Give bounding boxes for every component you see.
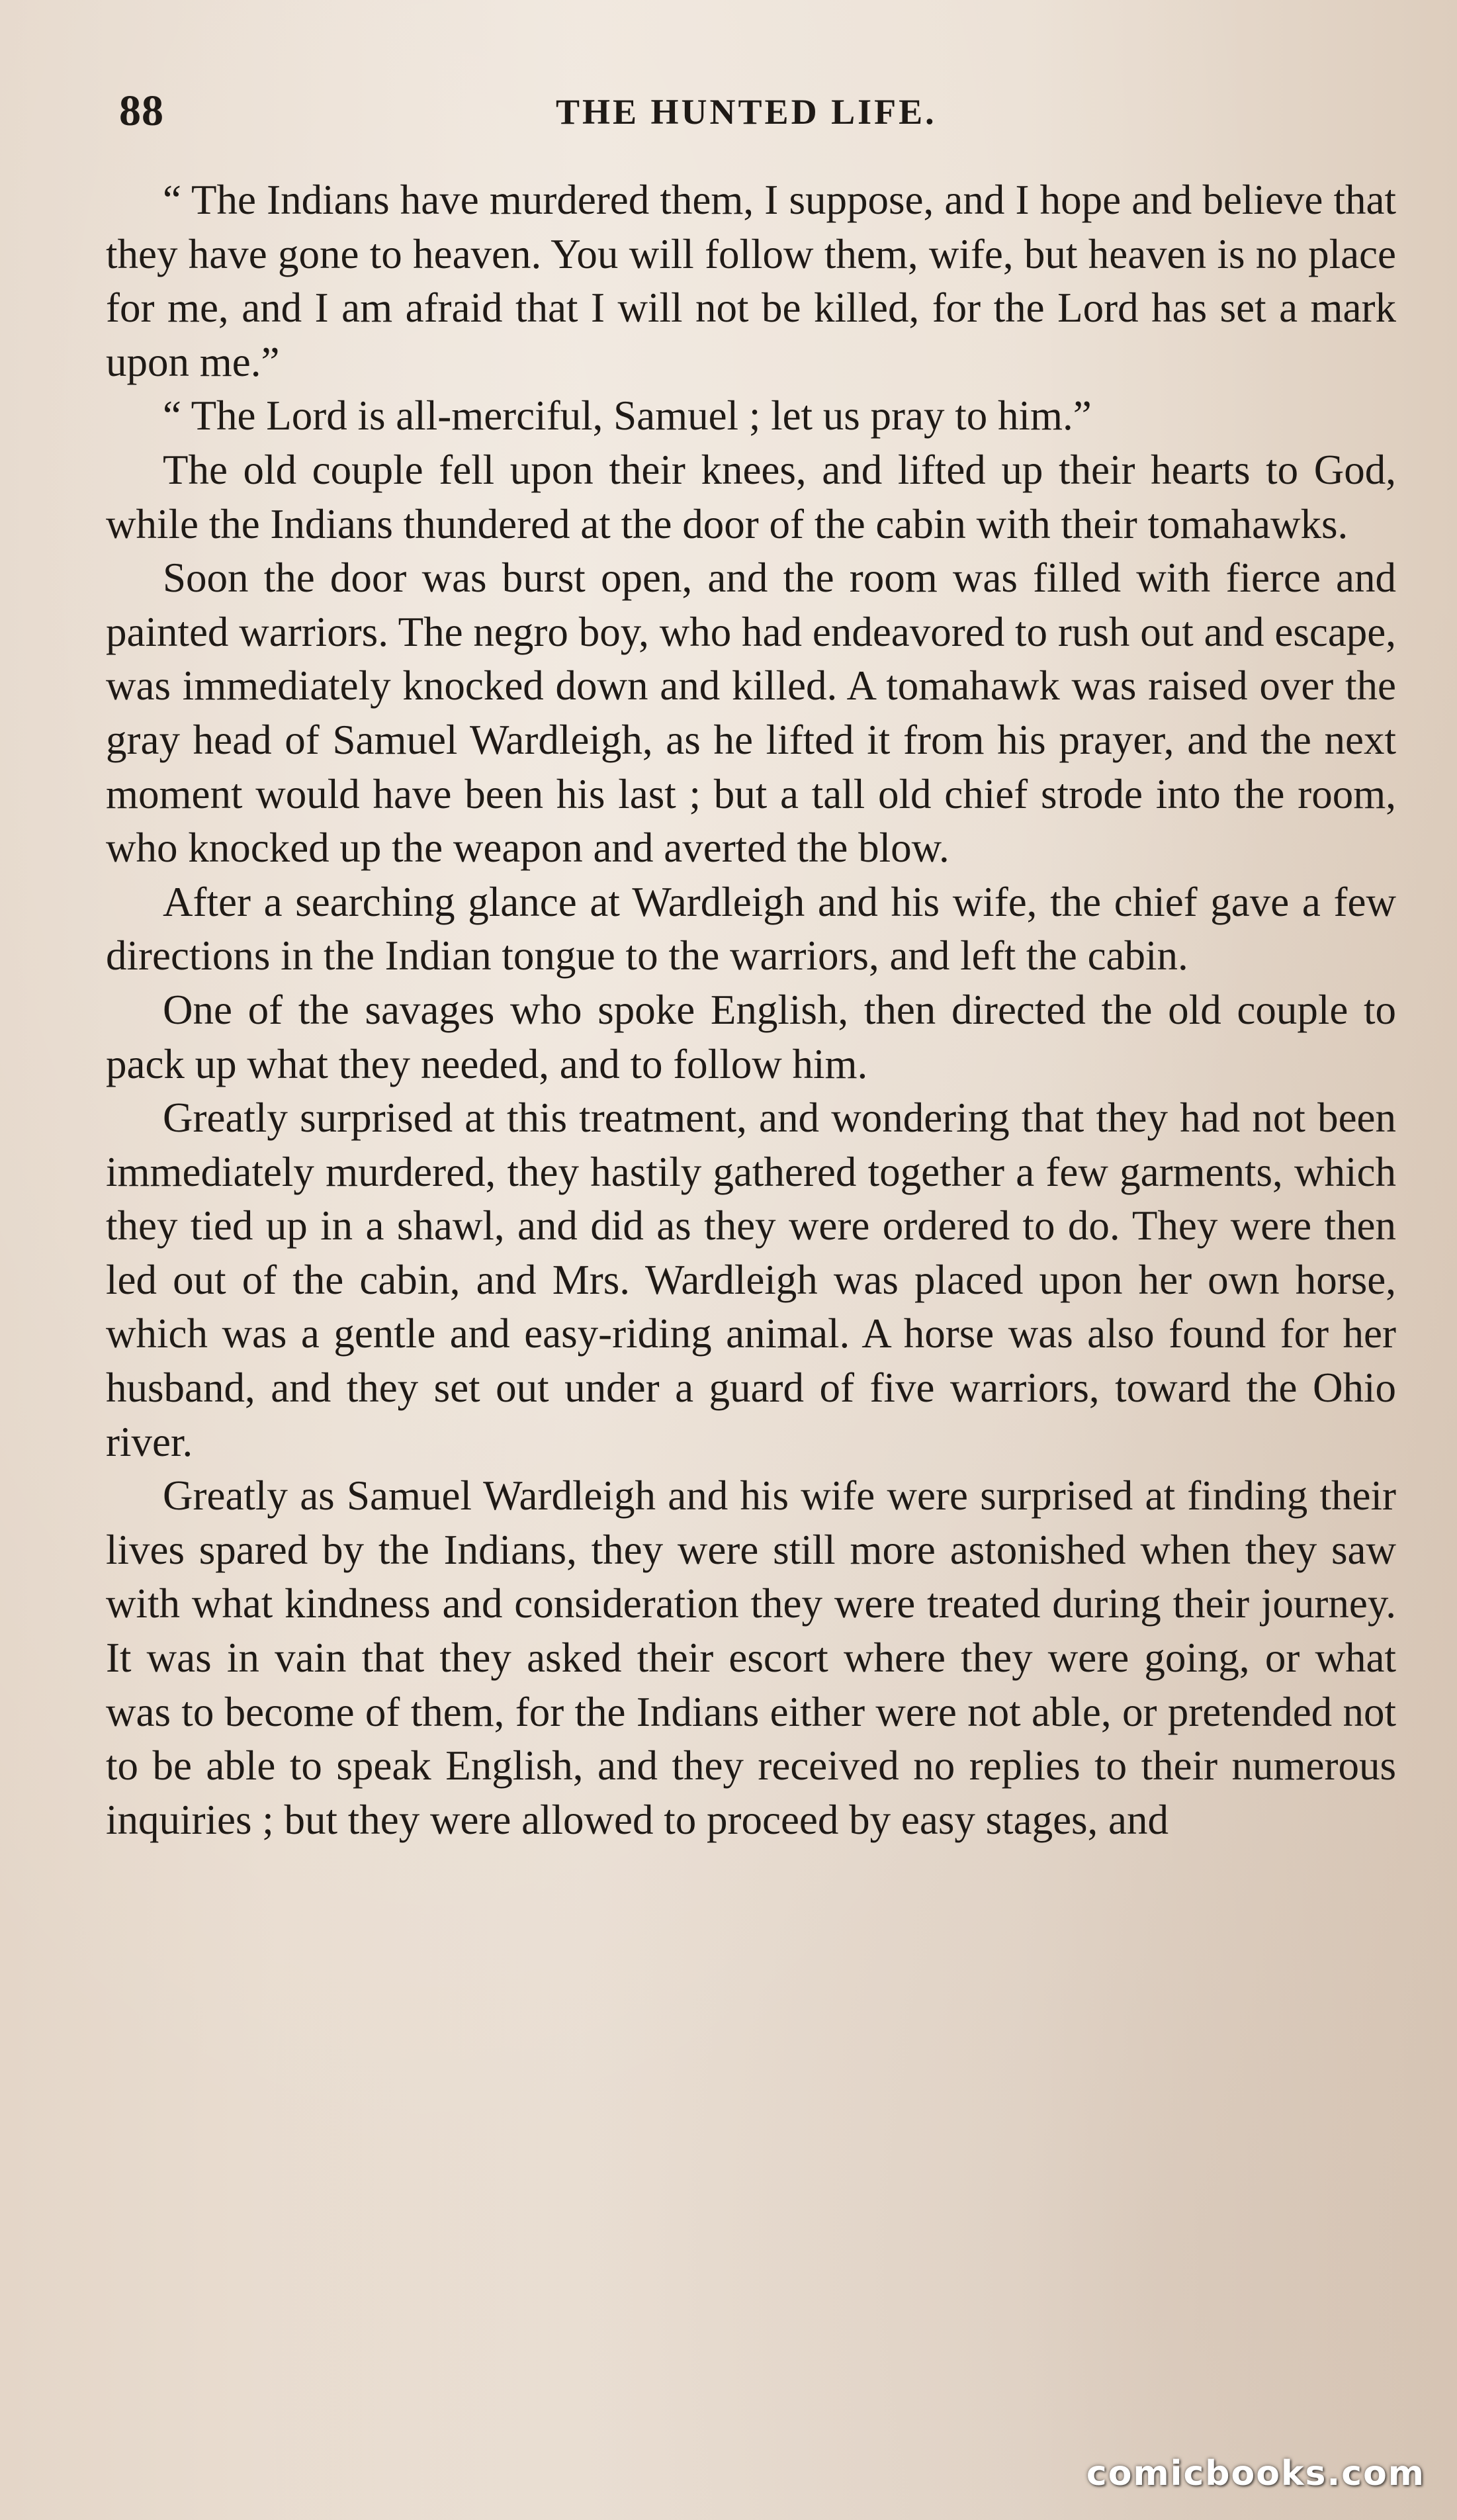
body-text	[106, 173, 1396, 1847]
page-header	[119, 79, 1403, 146]
paragraph: After a searching glance at Wardleigh and his wife, the chief gave a few directions in the Indian tongue to the warriors, and left the cabin.	[106, 878, 1396, 979]
watermark: comicbooks.com	[1086, 2454, 1425, 2494]
paragraph: Greatly as Samuel Wardleigh and his wife were surprised at finding their lives spared by the Indians, they were still more astonished when they saw with what kindness and consideration they were treated during their journey. It was in vain that they asked their escort where they were going, or what was to become of them, for the Indians either were not able, or pretended not to be able to speak English, and they received no replies to their numerous inquiries ; but they were allowed to proceed by easy stages, and	[106, 1472, 1396, 1843]
paragraph: “ The Lord is all-merciful, Samuel ; let us pray to him.”	[163, 392, 1092, 439]
running-head: THE HUNTED LIFE.	[556, 92, 937, 132]
paragraph: “ The Indians have murdered them, I suppose, and I hope and believe that they have gone to heaven. You will follow them, wife, but heaven is no place for me, and I am afraid that I will not be killed, for the Lord has set a mark upon me.”	[106, 177, 1396, 385]
page-number: 88	[119, 87, 164, 135]
paragraph: One of the savages who spoke English, then directed the old couple to pack up what they needed, and to follow him.	[106, 986, 1396, 1087]
paragraph: Soon the door was burst open, and the room was filled with fierce and painted warriors. The negro boy, who had endeavored to rush out and escape, was immediately knocked down and killed. A tomahawk was raised over the gray head of Samuel Wardleigh, as he lifted it from his prayer, and the next moment would have been his last ; but a tall old chief strode into the room, who knocked up the weapon and averted the blow.	[106, 555, 1396, 872]
paragraph: Greatly surprised at this treatment, and wondering that they had not been immediately murdered, they hastily gathered together a few garments, which they tied up in a shawl, and did as they were ordered to do. They were then led out of the cabin, and Mrs. Wardleigh was placed upon her own horse, which was a gentle and easy-riding animal. A horse was also found for her husband, and they set out under a guard of five warriors, toward the Ohio river.	[106, 1095, 1396, 1465]
paragraph: The old couple fell upon their knees, and lifted up their hearts to God, while the Indians thundered at the door of the cabin with their tomahawks.	[106, 446, 1396, 547]
